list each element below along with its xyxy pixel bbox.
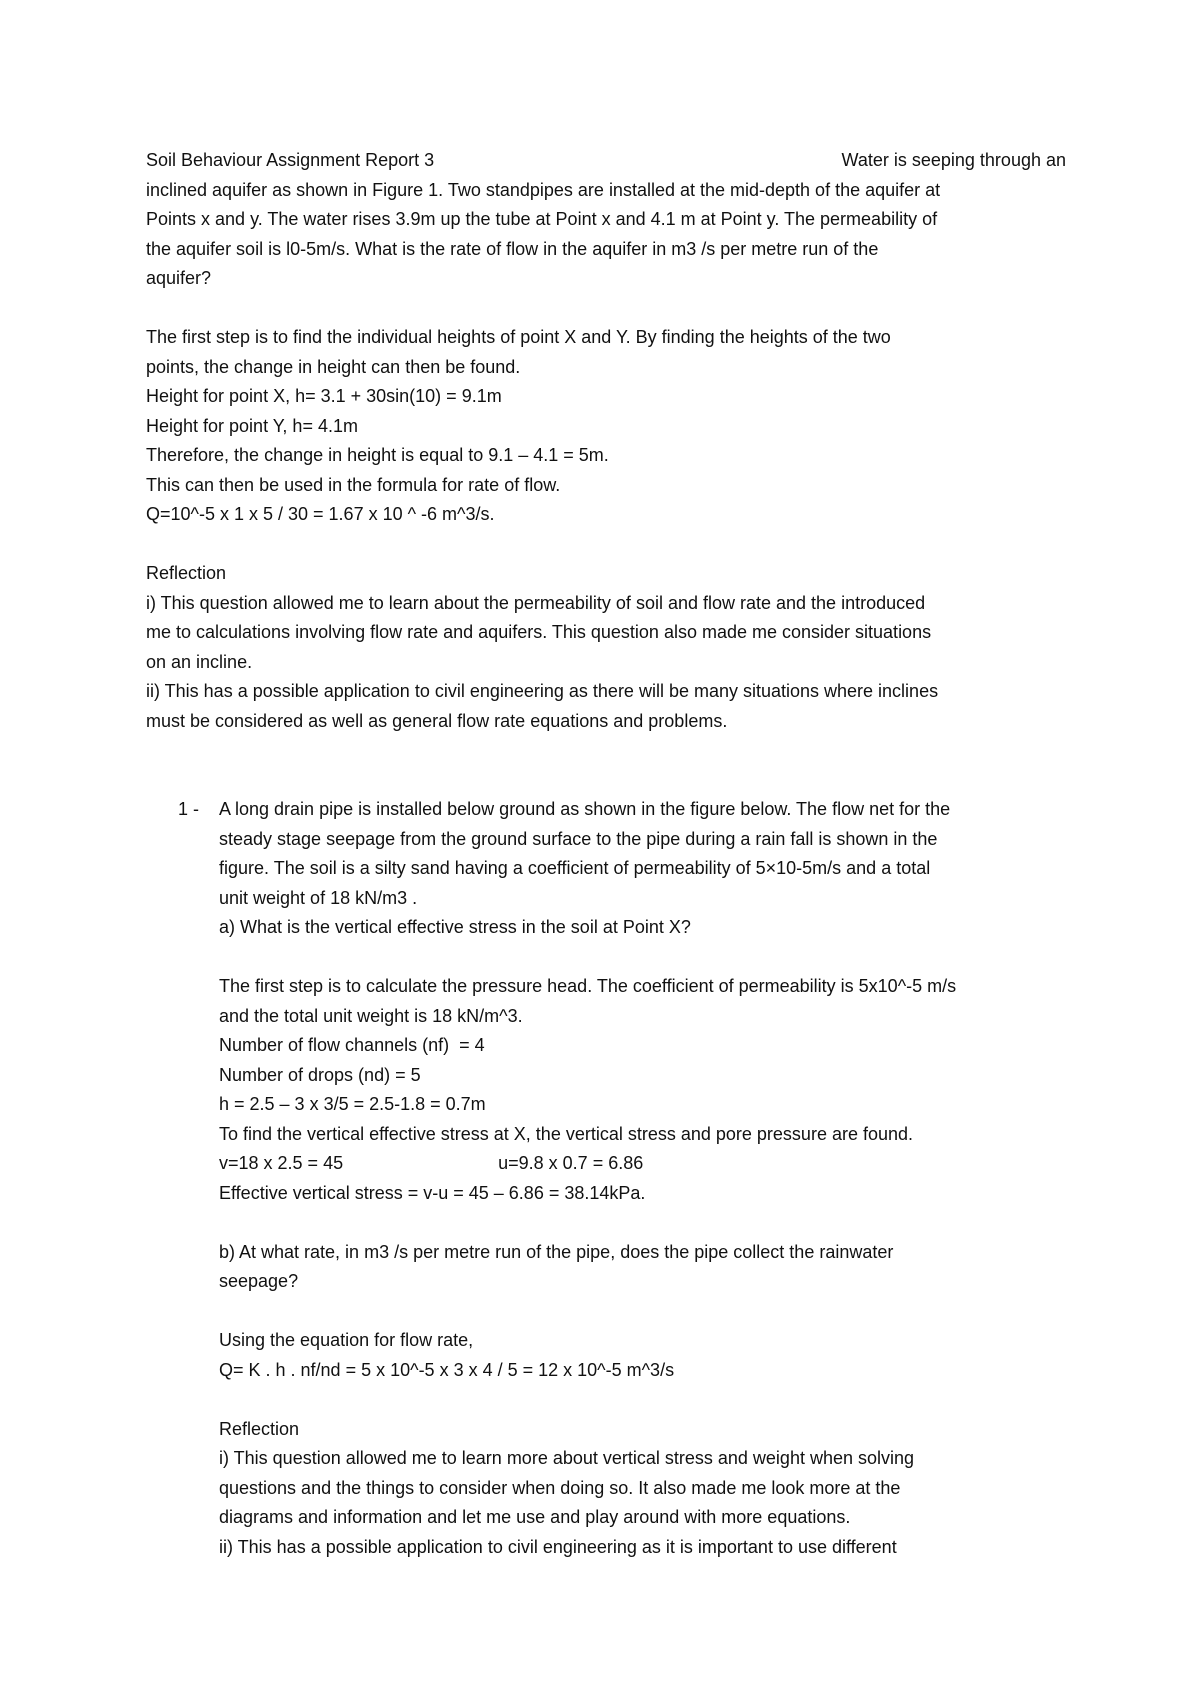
text-line: must be considered as well as general flow rate equations and problems. bbox=[146, 710, 728, 731]
text-line: diagrams and information and let me use and play around with more equations. bbox=[219, 1507, 851, 1527]
text-line: Number of drops (nd) = 5 bbox=[219, 1064, 421, 1085]
text-line: A long drain pipe is installed below ground as shown in the figure below. The flow net for the bbox=[219, 799, 951, 819]
text-line: Height for point Y, h= 4.1m bbox=[146, 415, 358, 436]
report-title: Soil Behaviour Assignment Report 3 bbox=[146, 150, 435, 170]
text-line: points, the change in height can then be found. bbox=[146, 356, 521, 377]
answer-2a bbox=[146, 972, 1066, 1208]
reflection-heading: Reflection bbox=[146, 563, 227, 583]
reflection-1 bbox=[146, 559, 1066, 736]
text-line: steady stage seepage from the ground surface to the pipe during a rain fall is shown in the bbox=[219, 828, 938, 849]
list-number: 1 - bbox=[178, 799, 200, 819]
text-line: inclined aquifer as shown in Figure 1. Two standpipes are installed at the mid-depth of the aquifer at bbox=[146, 179, 941, 200]
text-line: The first step is to find the individual heights of point X and Y. By finding the heights of the two bbox=[146, 327, 891, 347]
text-line: a) What is the vertical effective stress in the soil at Point X? bbox=[219, 917, 691, 937]
question-1-text bbox=[146, 176, 1066, 294]
text-line: figure. The soil is a silty sand having a coefficient of permeability of 5×10-5m/s and a total bbox=[219, 858, 931, 878]
reflection-heading: Reflection bbox=[219, 1418, 300, 1439]
text-line: Therefore, the change in height is equal to 9.1 – 4.1 = 5m. bbox=[146, 445, 609, 465]
text-line: questions and the things to consider when doing so. It also made me look more at the bbox=[219, 1477, 901, 1498]
reflection-2 bbox=[146, 1415, 1066, 1563]
text-line: me to calculations involving flow rate and aquifers. This question also made me consider situations bbox=[146, 622, 932, 642]
paragraph-gap bbox=[146, 1385, 1066, 1415]
paragraph-gap bbox=[146, 530, 1066, 560]
paragraph-gap bbox=[146, 943, 1066, 973]
text-line: Number of flow channels (nf) = 4 bbox=[219, 1035, 485, 1055]
text-line: i) This question allowed me to learn about the permeability of soil and flow rate and the introduced bbox=[146, 592, 926, 613]
paragraph-gap bbox=[146, 1208, 1066, 1238]
text-line: Height for point X, h= 3.1 + 30sin(10) = 9.1m bbox=[146, 386, 502, 406]
answer-2b bbox=[146, 1326, 1066, 1385]
paragraph-gap bbox=[146, 736, 1066, 766]
text-line: b) At what rate, in m3 /s per metre run of the pipe, does the pipe collect the rainwater bbox=[219, 1241, 894, 1262]
text-line: This can then be used in the formula for rate of flow. bbox=[146, 474, 561, 495]
text-line: Using the equation for flow rate, bbox=[219, 1330, 474, 1350]
text-line: Effective vertical stress = v-u = 45 – 6.86 = 38.14kPa. bbox=[219, 1182, 646, 1203]
paragraph-gap bbox=[146, 294, 1066, 324]
paragraph-gap bbox=[146, 1297, 1066, 1327]
header-row bbox=[146, 146, 1066, 176]
question-2b bbox=[146, 1238, 1066, 1297]
question-intro: Water is seeping through an bbox=[841, 150, 1066, 170]
text-line: ii) This has a possible application to civil engineering as there will be many situations where inclines bbox=[146, 681, 939, 701]
paragraph-gap bbox=[146, 766, 1066, 796]
text-line: Q=10^-5 x 1 x 5 / 30 = 1.67 x 10 ^ -6 m^3/s. bbox=[146, 504, 495, 524]
text-line: and the total unit weight is 18 kN/m^3. bbox=[219, 1005, 523, 1026]
text-line: v=18 x 2.5 = 45 u=9.8 x 0.7 = 6.86 bbox=[219, 1153, 644, 1173]
answer-1 bbox=[146, 323, 1066, 530]
text-line: Points x and y. The water rises 3.9m up the tube at Point x and 4.1 m at Point y. The permeability of bbox=[146, 209, 938, 229]
document-page bbox=[146, 146, 1066, 1562]
text-line: h = 2.5 – 3 x 3/5 = 2.5-1.8 = 0.7m bbox=[219, 1094, 486, 1114]
text-line: Q= K . h . nf/nd = 5 x 10^-5 x 3 x 4 / 5 = 12 x 10^-5 m^3/s bbox=[219, 1359, 675, 1380]
text-line: The first step is to calculate the pressure head. The coefficient of permeability is 5x10^-5 m/s bbox=[219, 976, 957, 996]
text-line: on an incline. bbox=[146, 651, 253, 672]
text-line: To find the vertical effective stress at X, the vertical stress and pore pressure are found. bbox=[219, 1123, 914, 1144]
text-line: i) This question allowed me to learn more about vertical stress and weight when solving bbox=[219, 1448, 915, 1468]
text-line: the aquifer soil is l0-5m/s. What is the rate of flow in the aquifer in m3 /s per metre run of the bbox=[146, 238, 879, 259]
numbered-question-1 bbox=[146, 795, 1066, 943]
text-line: seepage? bbox=[219, 1271, 299, 1291]
text-line: unit weight of 18 kN/m3 . bbox=[219, 887, 418, 908]
text-line: ii) This has a possible application to civil engineering as it is important to use different bbox=[219, 1536, 897, 1557]
text-line: aquifer? bbox=[146, 268, 212, 288]
